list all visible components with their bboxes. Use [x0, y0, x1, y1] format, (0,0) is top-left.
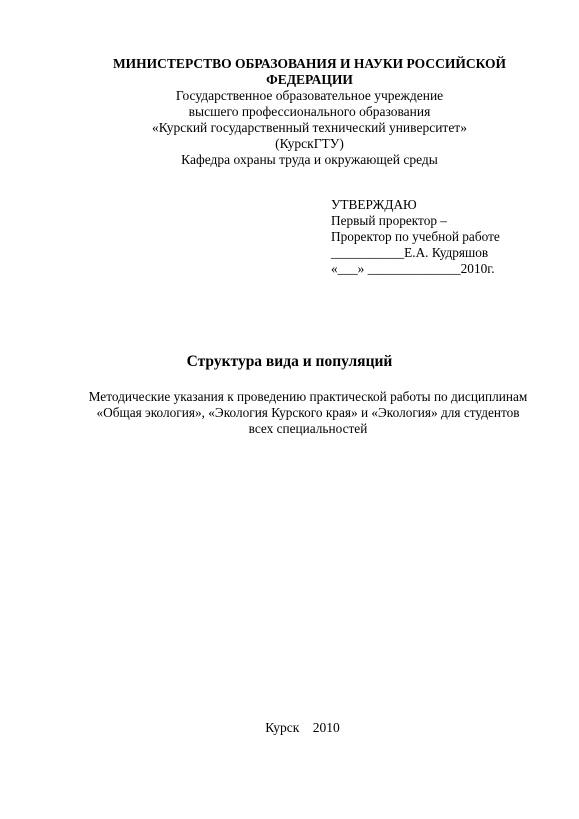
ministry-name-line1: МИНИСТЕРСТВО ОБРАЗОВАНИЯ И НАУКИ РОССИЙСКОЙ [112, 56, 507, 71]
city-year-footer: Курск 2010 [265, 720, 340, 735]
approve-heading: УТВЕРЖДАЮ [331, 197, 417, 212]
description-line1: Методические указания к проведению практической работы по дисциплинам [88, 389, 528, 404]
university-name: «Курский государственный технический университет» [152, 120, 467, 135]
approver-position-line2: Проректор по учебной работе [331, 229, 500, 244]
department-name: Кафедра охраны труда и окружающей среды [181, 152, 438, 167]
institution-type-line1: Государственное образовательное учреждение [175, 88, 444, 103]
approver-position-line1: Первый проректор – [331, 213, 447, 228]
document-title: Структура вида и популяций [186, 353, 393, 370]
ministry-name-line2: ФЕДЕРАЦИИ [266, 72, 353, 87]
description-line2: «Общая экология», «Экология Курского края» и «Экология» для студентов [96, 405, 520, 420]
university-abbreviation: (КурскГТУ) [275, 136, 344, 151]
approval-date-line: «___» ______________2010г. [331, 261, 495, 276]
approver-signature-line: ___________Е.А. Кудряшов [331, 245, 489, 260]
approval-block [331, 197, 500, 277]
document-description [60, 389, 556, 437]
title-page-header [40, 56, 579, 168]
description-line3: всех специальностей [248, 421, 368, 436]
institution-type-line2: высшего профессионального образования [188, 104, 431, 119]
